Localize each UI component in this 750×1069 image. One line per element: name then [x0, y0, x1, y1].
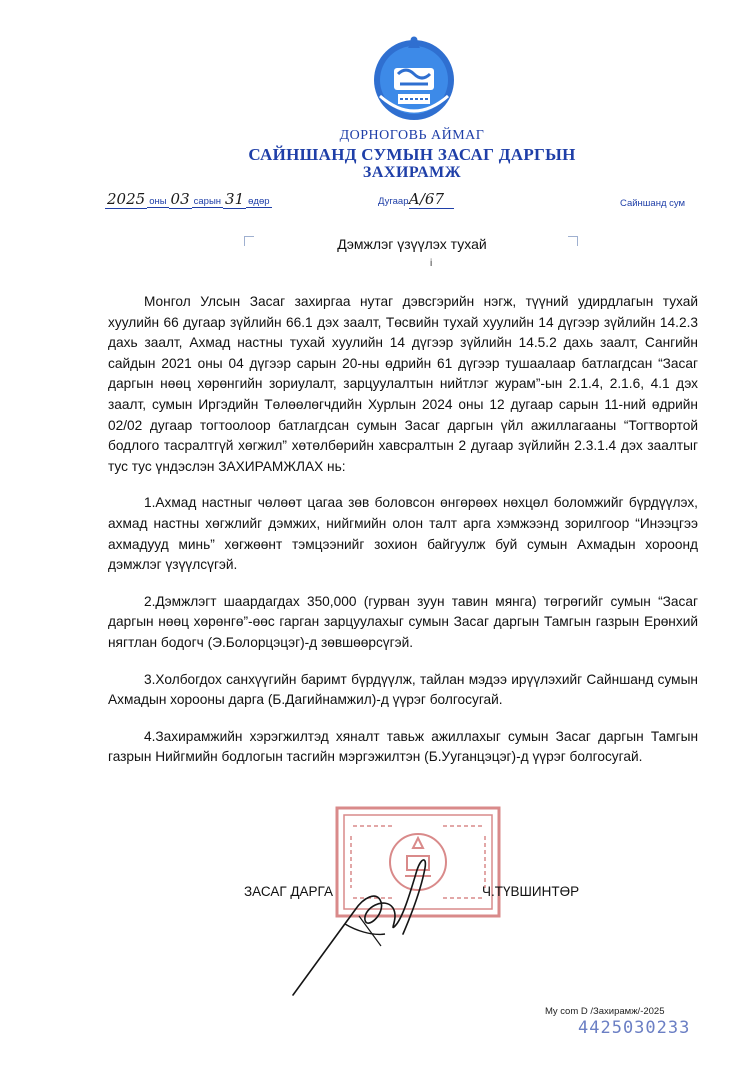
- signatory-name: Ч.ТҮВШИНТӨР: [482, 884, 580, 899]
- handwritten-signature-icon: [285, 850, 445, 1000]
- registration-number: 4425030233: [578, 1018, 691, 1038]
- clause-paragraph-3: 3.Холбогдох санхүүгийн баримт бүрдүүлж, тайлан мэдээ ирүүлэхийг Сайншанд сумын Ахмадын хорооны дарга (Б.Дагийнамжил)-д үүрэг болгосугай.: [108, 671, 698, 708]
- date-year: 2025: [107, 190, 146, 208]
- organization-name: САЙНШАНД СУМЫН ЗАСАГ ДАРГЫН: [248, 145, 576, 164]
- date-day: 31: [225, 190, 245, 208]
- document-body: [108, 292, 698, 768]
- document-type: ЗАХИРАМЖ: [362, 164, 462, 181]
- subject-mark: і: [430, 258, 433, 269]
- date-month: 03: [170, 190, 190, 208]
- number-label: Дугаар: [378, 196, 409, 207]
- clause-paragraph-1: 1.Ахмад настныг чөлөөт цагаа зөв боловсон өнгөрөөх нөхцөл боломжийг бүрдүүлэх, ахмад настны хөгжлийг дэмжих, нийгмийн олон талт арга хэмжээнд зорилгоор “Инээцгээ ахмадууд минь” хөгжөөнт тэмцээнийг зохион байгуулж буй сумын Ахмадын хороонд дэмжлэг үзүүлсүгэй.: [108, 495, 698, 573]
- date-month-suffix: сарын: [193, 196, 222, 207]
- place-name: Сайншанд сум: [620, 198, 686, 209]
- document-number: [378, 190, 454, 209]
- preamble-paragraph: Монгол Улсын Засаг захиргаа нутаг дэвсгэрийн нэгж, түүний удирдлагын тухай хуулийн 66 дугаар зүйлийн 66.1 дэх заалт, Төсвийн тухай хуулийн 14 дүгээр зүйлийн 14.2.3 дахь заалт, Ахмад настны тухай хуулийн 14 дүгээр зүйлийн 14.5.2 дахь заалт, Сангийн сайдын 2021 оны 04 дүгээр сарын 20-ны өдрийн 61 дүгээр тушаалаар батлагдсан “Засаг даргын нөөц хөрөнгийн зориулалт, зарцуулалтын нийтлэг журам”-ын 2.1.4, 2.1.6, 4.1 дэх заалт, сумын Иргэдийн Төлөөлөгчдийн Хурлын 2024 оны 12 дугаар сарын 11-ний өдрийн 02/02 дугаар тогтоолоор батлагдсан сумын Засаг даргын үйл ажиллагааны “Тогтвортой бодлого тасралтгүй хөгжил” хөтөлбөрийн хавсралтын 2 дугаар зүйлийн 2.3.1.4 дэх заалтыг тус тус үндэслэн ЗАХИРАМЖЛАХ нь:: [108, 294, 698, 474]
- number-value: А/67: [409, 190, 454, 209]
- footer-reference: My com D /Захирамж/-2025: [545, 1006, 665, 1017]
- document-date: [105, 190, 272, 209]
- signatory-title: ЗАСАГ ДАРГА: [244, 884, 333, 899]
- aimag-name: ДОРНОГОВЬ АЙМАГ: [339, 128, 485, 143]
- state-emblem-icon: [370, 34, 458, 122]
- clause-paragraph-2: 2.Дэмжлэгт шаардагдах 350,000 (гурван зуун тавин мянга) төгрөгийг сумын “Засаг даргын нөөц хөрөнгө”-өөс гарган зарцуулахыг сумын Засаг даргын Тамгын газрын Ерөнхий нягтлан бодогч (Э.Болорцэцэг)-д зөвшөөрсүгэй.: [108, 593, 698, 650]
- document-subject: Дэмжлэг үзүүлэх тухай: [337, 236, 487, 252]
- date-day-suffix: өдөр: [248, 196, 270, 207]
- date-year-suffix: оны: [149, 196, 167, 207]
- clause-paragraph-4: 4.Захирамжийн хэрэгжилтэд хяналт тавьж ажиллахыг сумын Засаг даргын Тамгын газрын Нийгмийн бодлогын тасгийн мэргэжилтэн (Б.Ууганцэцэг)-д үүрэг болгосугай.: [108, 728, 698, 765]
